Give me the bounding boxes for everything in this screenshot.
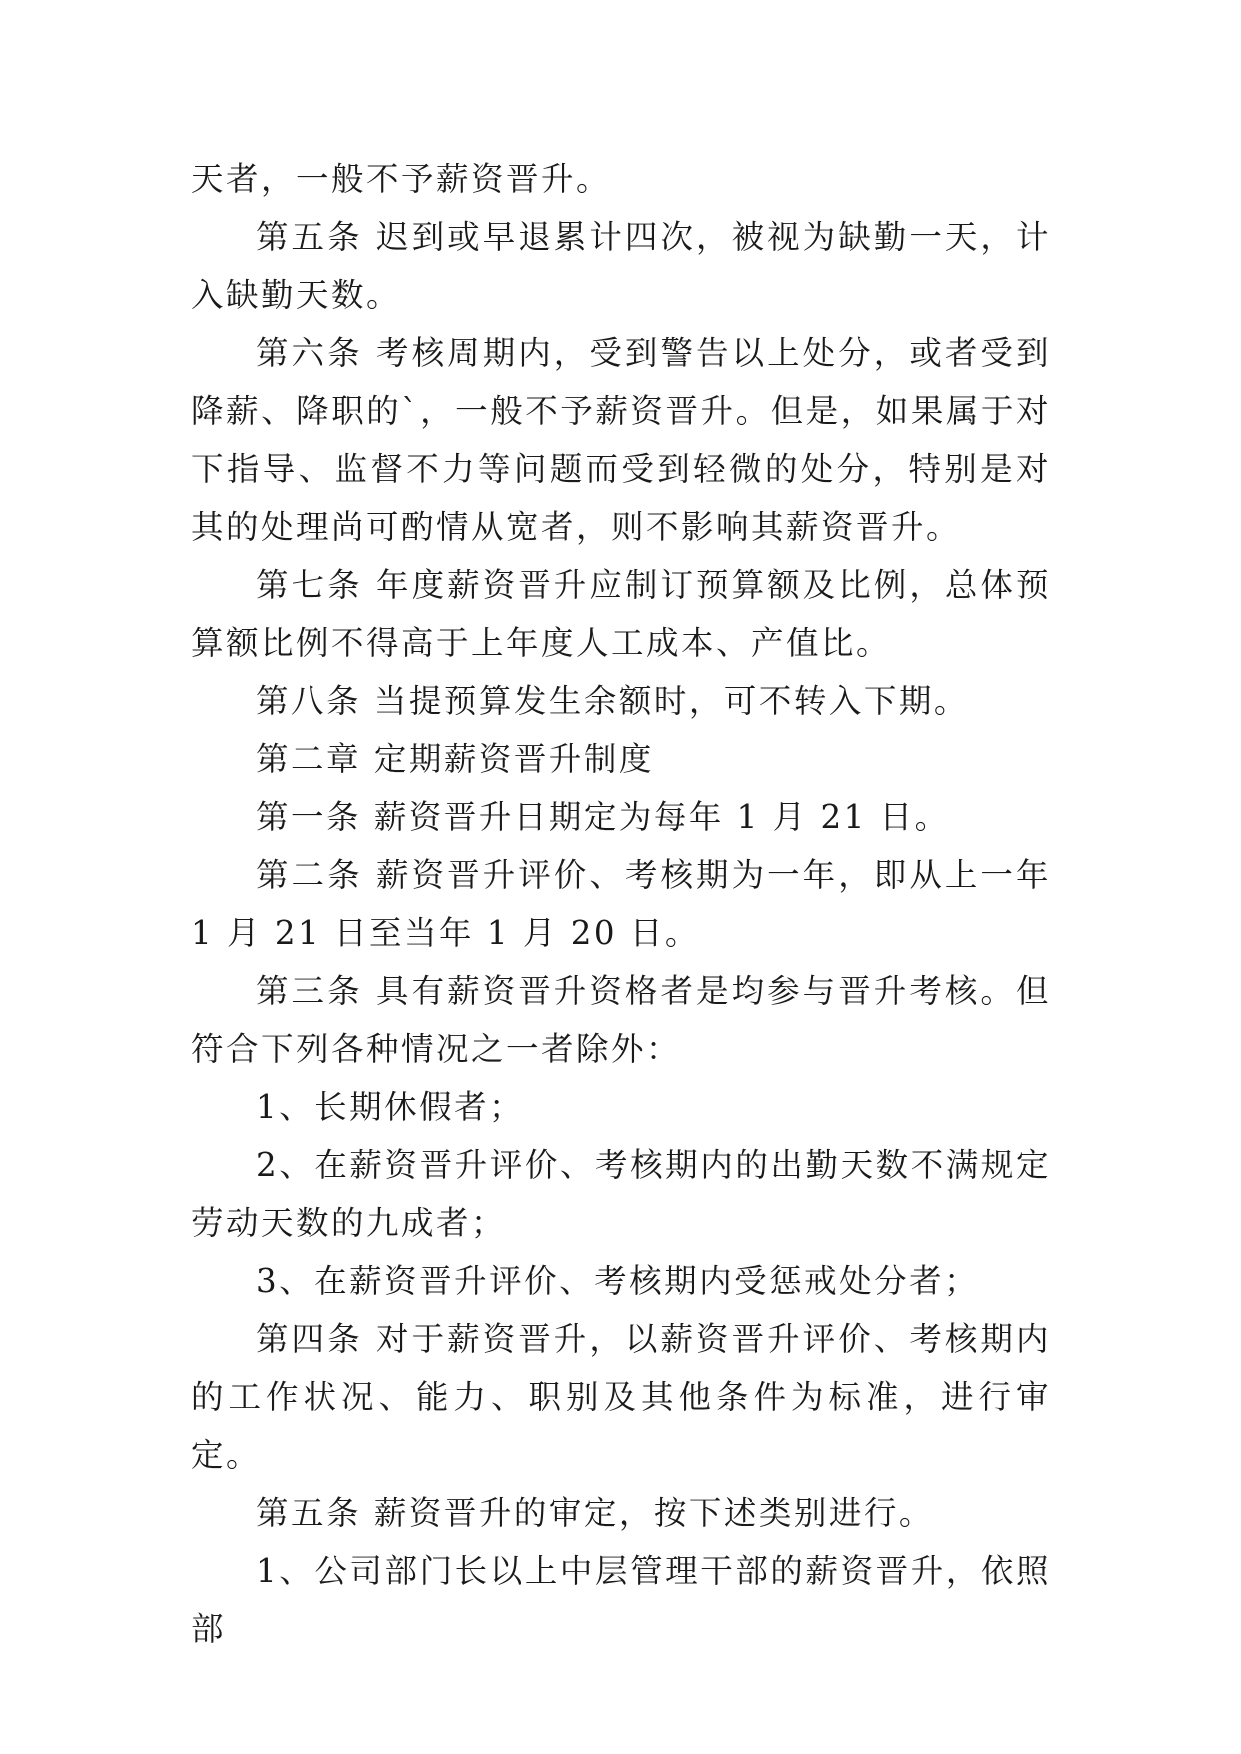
list-item: 1、公司部门长以上中层管理干部的薪资晋升，依照部: [191, 1552, 1051, 1648]
list-item: 2、在薪资晋升评价、考核期内的出勤天数不满规定劳动天数的九成者；: [191, 1146, 1051, 1242]
chapter-heading: 第二章 定期薪资晋升制度: [256, 740, 654, 778]
paragraph: 第七条 年度薪资晋升应制订预算额及比例，总体预算额比例不得高于上年度人工成本、产值比。: [191, 566, 1051, 662]
list-item: 1、长期休假者；: [256, 1088, 525, 1126]
paragraph: 第五条 迟到或早退累计四次，被视为缺勤一天，计入缺勤天数。: [191, 218, 1051, 314]
paragraph: 第一条 薪资晋升日期定为每年 1 月 21 日。: [256, 798, 950, 836]
paragraph: 第五条 薪资晋升的审定，按下述类别进行。: [256, 1494, 934, 1532]
paragraph: 第二条 薪资晋升评价、考核期为一年，即从上一年 1 月 21 日至当年 1 月 20 日。: [191, 856, 1051, 952]
paragraph: 第六条 考核周期内，受到警告以上处分，或者受到降薪、降职的`，一般不予薪资晋升。但是，如果属于对下指导、监督不力等问题而受到轻微的处分，特别是对其的处理尚可酌情从宽者，则不影响其薪资晋升。: [191, 334, 1051, 546]
list-item: 3、在薪资晋升评价、考核期内受惩戒处分者；: [256, 1262, 980, 1300]
document-body: [191, 150, 1051, 1658]
paragraph: 第三条 具有薪资晋升资格者是均参与晋升考核。但符合下列各种情况之一者除外：: [191, 972, 1051, 1068]
paragraph: 第八条 当提预算发生余额时，可不转入下期。: [256, 682, 969, 720]
paragraph: 第四条 对于薪资晋升，以薪资晋升评价、考核期内的工作状况、能力、职别及其他条件为标准，进行审定。: [191, 1320, 1051, 1474]
paragraph: 天者，一般不予薪资晋升。: [191, 160, 612, 198]
